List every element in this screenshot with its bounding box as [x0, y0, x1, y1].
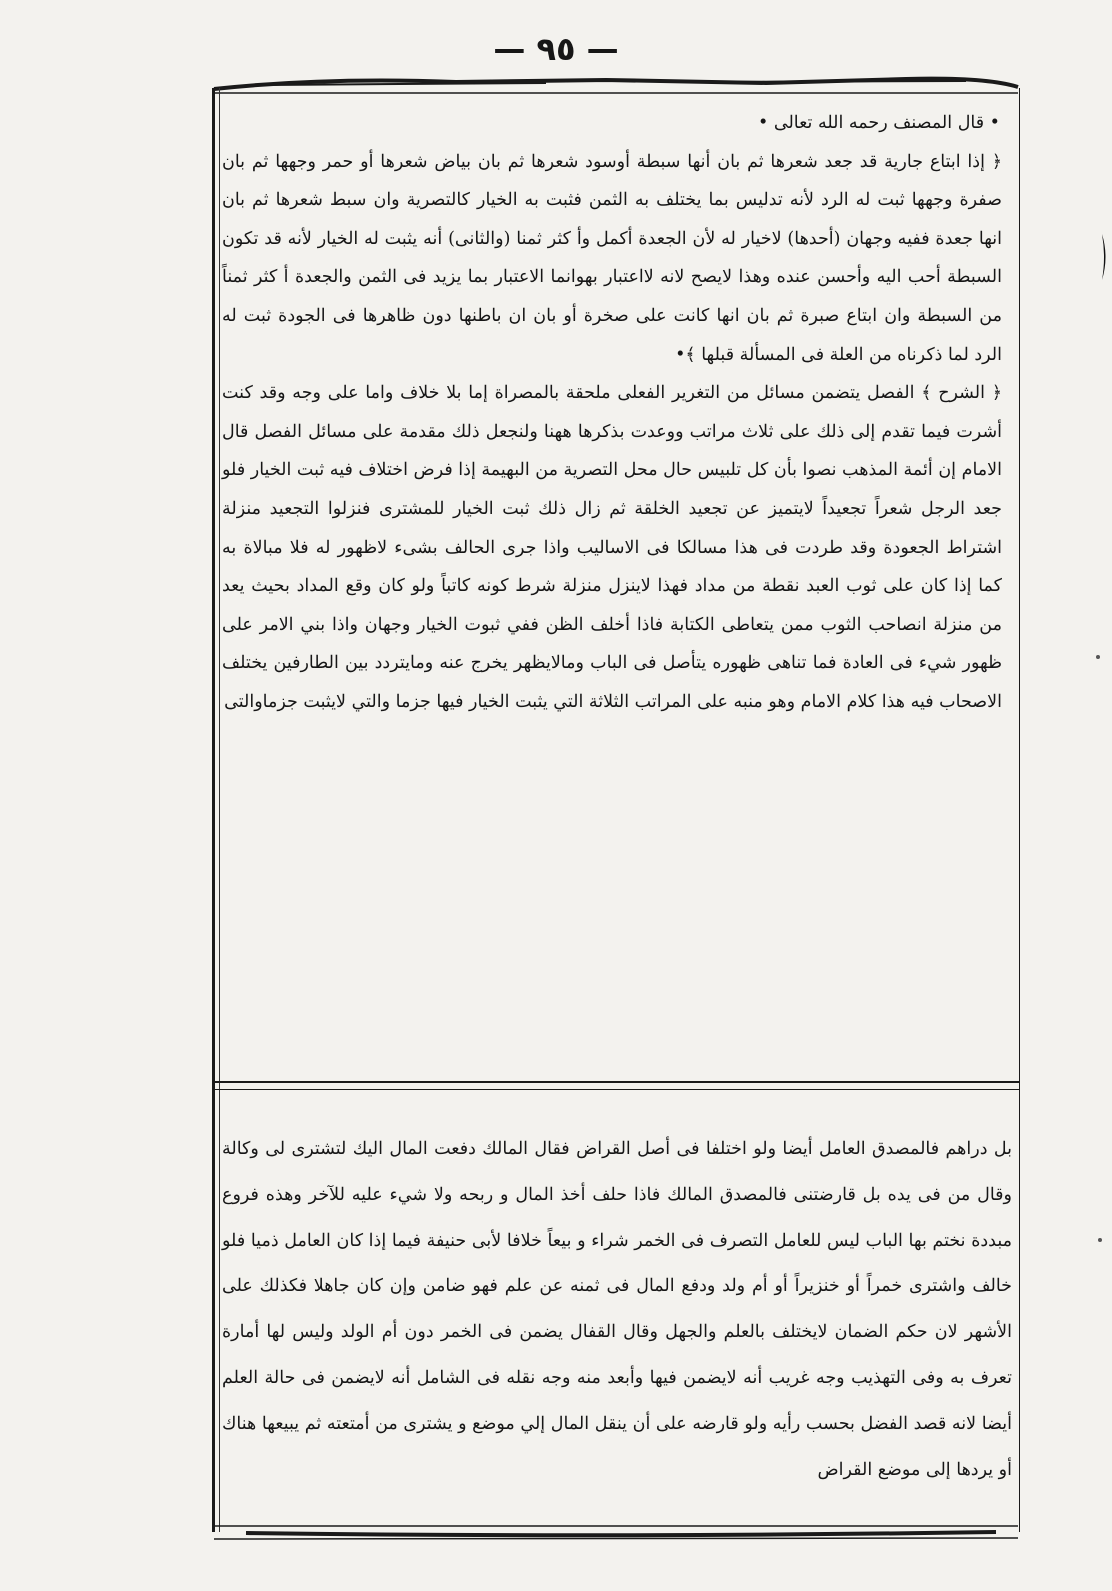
text-paragraph: ﴿ الشرح ﴾ الفصل يتضمن مسائل من التغرير الفعلى ملحقة بالمصراة إما بلا خلاف واما على وجه وقد كنت أشرت فيما تقدم إلى ذلك على ثلاث مراتب ووعدت بذكرها ههنا ولنجعل ذلك مقدمة على مسائل الفصل قال الامام إن أئمة المذهب نصوا بأن كل تلبيس حال محل التصرية من البهيمة إذا فرض اختلاف فيه ثبت الخيار فلو جعد الرجل شعراً تجعيداً لايتميز عن تجعيد الخلقة ثم زال ذلك ثبت الخيار للمشترى فنزلوا التجعيد منزلة اشتراط الجعودة وقد طردت فى هذا مسالكا فى الاساليب واذا جرى الحالف بشىء لاظهور له فلا مبالاة به كما إذا كان على ثوب العبد نقطة من مداد فهذا لاينزل منزلة شرط كونه كاتباً ولو كان وقع المداد بحيث يعد من منزلة انصاحب الثوب ممن يتعاطى الكتابة فاذا أخلف الظن ففي ثبوت الخيار وجهان واذا بني الامر على ظهور شيء فى العادة فما تناهى ظهوره يتأصل فى الباب ومالايظهر يخرج عنه ومايتردد بين الطارفين يختلف الاصحاب فيه هذا كلام الامام وهو منبه على المراتب الثلاثة التي يثبت الخيار فيها جزما والتي لايثبت جزماوالتى: [222, 383, 1002, 712]
divider-line: [212, 1089, 1020, 1090]
margin-mark-icon: [1100, 232, 1110, 282]
margin-dot-icon: [1098, 1238, 1102, 1242]
divider-line: [212, 1081, 1020, 1083]
lower-text-block: [222, 1127, 1012, 1493]
bottom-ornamental-rule-icon: [206, 1522, 1026, 1544]
section-heading: • قال المصنف رحمه الله تعالى •: [757, 113, 1000, 133]
page-number: — ٩٥ —: [493, 30, 619, 68]
upper-text-block: [222, 104, 1012, 722]
margin-dot-icon: [1096, 655, 1100, 659]
text-paragraph: ﴿ إذا ابتاع جارية قد جعد شعرها ثم بان أنها سبطة أوسود شعرها ثم بان بياض شعرها أو حمر وجهها ثم بان صفرة وجهها ثبت له الرد لأنه تدليس بما يختلف به الثمن فثبت به الخيار كالتصرية وان سبط شعرها ثم بان انها جعدة ففيه وجهان (أحدها) لاخيار له لأن الجعدة أكمل وأ كثر ثمنا (والثانى) أنه يثبت له الخيار لأنه قد تكون السبطة أحب اليه وأحسن عنده وهذا لايصح لانه لااعتبار بهوانما الاعتبار بما يزيد فى الثمن والجعدة أ كثر ثمناً من السبطة وان ابتاع صبرة ثم بان انها كانت على صخرة أو بان ان باطنها دون ظاهرها فى الجودة ثبت له الرد لما ذكرناه من العلة فى المسألة قبلها ﴾•: [222, 151, 1002, 365]
text-paragraph: بل دراهم فالمصدق العامل أيضا ولو اختلفا فى أصل القراض فقال المالك دفعت المال اليك لتشترى لى وكالة وقال من فى يده بل قارضتنى فالمصدق المالك فاذا حلف أخذ المال و ربحه ولا شيء عليه للآخر وهذه فروع مبددة نختم بها الباب ليس للعامل التصرف فى الخمر شراء و بيعاً خلافا لأبى حنيفة فيما إذا كان العامل ذميا فلو خالف واشترى خمراً أو خنزيراً أو أم ولد ودفع المال فى ثمنه عن علم فهو ضامن وإن كان جاهلا فكذلك على الأشهر لان حكم الضمان لايختلف بالعلم والجهل وقال القفال يضمن فى الخمر دون أم الولد وليس لها أمارة تعرف به وفى التهذيب وجه غريب أنه لايضمن فيها وأبعد منه وجه نقله فى الشامل أنه لايضمن فى حالة العلم أيضا لانه قصد الفضل بحسب رأيه ولو قارضه على أن ينقل المال إلي موضع و يشترى من أمتعته ثم يبيعها هناك أو يردها إلى موضع القراض: [222, 1139, 1012, 1480]
